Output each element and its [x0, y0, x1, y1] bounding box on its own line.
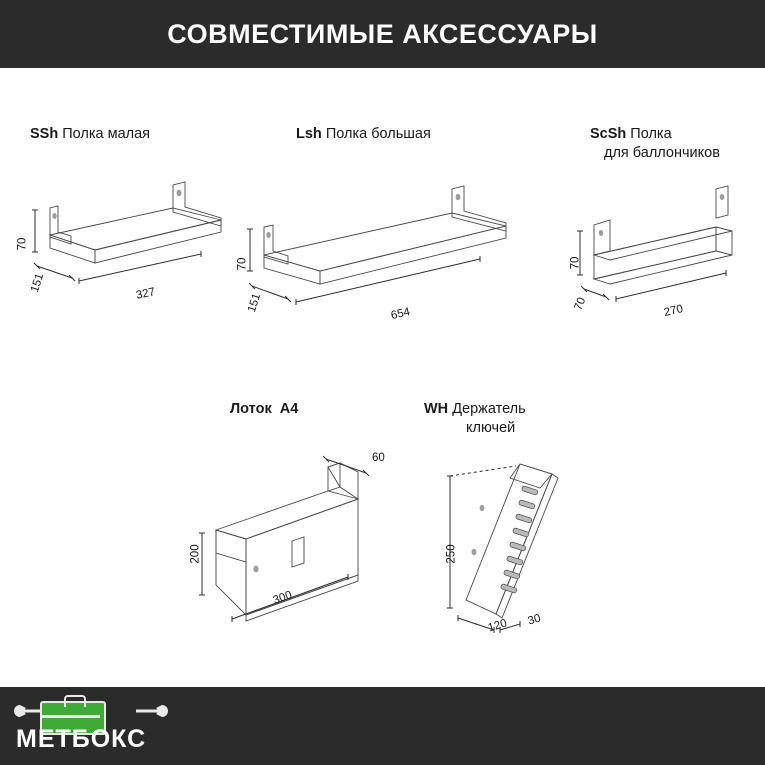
product-scsh-name-line1: Полка: [630, 126, 672, 142]
product-wh-dim-height: 250: [445, 544, 458, 564]
brand-logo: [10, 695, 180, 757]
product-wh: [424, 400, 624, 640]
product-lsh-dim-depth: 151: [245, 292, 264, 314]
product-tray-a4: [180, 400, 420, 630]
product-scsh-dim-depth: 70: [572, 295, 589, 313]
product-lsh-name: Полка большая: [325, 126, 431, 142]
product-tray-caption: [230, 400, 430, 419]
product-tray-dim-width: 300: [271, 589, 294, 607]
page-header: [0, 0, 765, 68]
brand-name: МЕТБОКС: [16, 725, 147, 753]
product-scsh-dim-width: 270: [662, 302, 685, 320]
product-ssh-code: SSh: [30, 126, 59, 142]
product-ssh-caption: [30, 125, 250, 144]
page-footer: [0, 687, 765, 765]
product-lsh-code: Lsh: [296, 126, 322, 142]
product-wh-dim-width: 120: [486, 617, 509, 635]
product-lsh-dim-height: 70: [236, 257, 249, 271]
product-scsh-dim-height: 70: [569, 256, 582, 270]
product-tray-name: А4: [279, 401, 299, 417]
product-lsh-dim-width: 654: [389, 305, 412, 323]
product-tray-dim-depth: 60: [372, 452, 385, 464]
product-wh-caption: [424, 400, 614, 438]
product-scsh-code: ScSh: [590, 126, 627, 142]
product-wh-drawing: [424, 448, 624, 638]
product-scsh: [568, 125, 765, 320]
product-lsh: [236, 125, 548, 323]
product-ssh-dim-height: 70: [16, 237, 29, 251]
product-scsh-caption: [590, 125, 765, 163]
product-scsh-name-line2: для баллончиков: [604, 145, 720, 161]
product-wh-name-line2: ключей: [466, 420, 516, 436]
product-lsh-caption: [296, 125, 556, 144]
product-tray-dim-height: 200: [189, 544, 202, 564]
product-wh-dim-depth: 30: [526, 612, 543, 628]
product-wh-name-line1: Держатель: [452, 401, 526, 417]
product-wh-code: WH: [424, 401, 449, 417]
page-title: СОВМЕСТИМЫЕ АКСЕССУАРЫ: [167, 18, 598, 49]
product-tray-drawing: [180, 445, 420, 630]
product-ssh-dim-width: 327: [134, 286, 157, 302]
product-tray-code: Лоток: [230, 401, 272, 417]
product-ssh: [16, 125, 260, 315]
product-ssh-name: Полка малая: [62, 126, 151, 142]
product-ssh-dim-depth: 151: [28, 272, 47, 294]
